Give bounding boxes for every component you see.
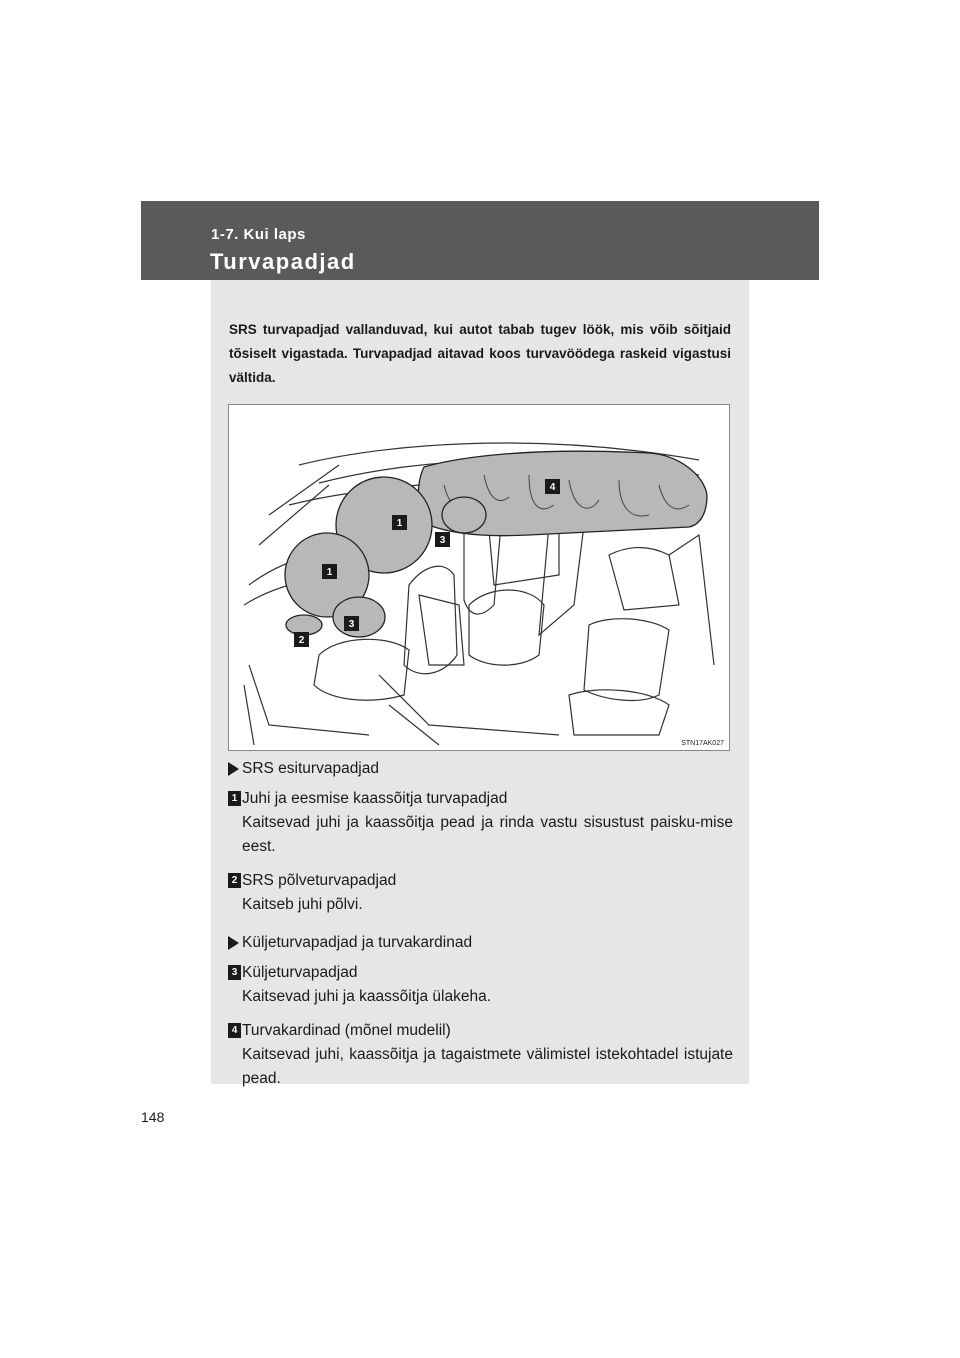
- item-desc: Kaitsevad juhi, kaassõitja ja tagaistmete välimistel istekohtadel istujate pead.: [242, 1046, 733, 1087]
- item-title: SRS põlveturvapadjad: [242, 872, 397, 889]
- item-desc: Kaitsevad juhi ja kaassõitja pead ja rinda vastu sisustust paisku-mise eest.: [242, 814, 733, 855]
- callout-3b: [344, 616, 359, 631]
- badge-4-icon: 4: [228, 1023, 241, 1038]
- page-title: Turvapadjad: [210, 249, 356, 274]
- car-interior-drawing: [229, 405, 729, 750]
- item-title: Küljeturvapadjad: [242, 964, 358, 981]
- callout-1a: [392, 515, 407, 530]
- list-item-3: [228, 961, 733, 1009]
- list-item-1: [228, 787, 733, 859]
- list-heading-front: SRS esiturvapadjad: [228, 757, 733, 781]
- item-desc: Kaitseb juhi põlvi.: [242, 896, 363, 913]
- airbag-illustration: [228, 404, 730, 751]
- triangle-bullet-icon: [228, 762, 239, 776]
- badge-1-icon: 1: [228, 791, 241, 806]
- intro-text: SRS turvapadjad vallanduvad, kui autot tabab tugev löök, mis võib sõitjaid tõsiselt vigastada. Turvapadjad aitavad koos turvavöödega raskeid vigastusi vältida.: [229, 322, 731, 385]
- section-label: 1-7. Kui laps: [211, 226, 306, 243]
- airbag-list: [228, 757, 733, 1101]
- callout-4: [545, 479, 560, 494]
- svg-text:3: 3: [439, 535, 446, 546]
- triangle-bullet-icon: [228, 936, 239, 950]
- badge-3-icon: 3: [228, 965, 241, 980]
- page-number: 148: [141, 1109, 165, 1125]
- image-code: STN17AK027: [681, 740, 724, 747]
- svg-text:3: 3: [348, 619, 355, 630]
- content-panel: [211, 280, 749, 1087]
- badge-2-icon: 2: [228, 873, 241, 888]
- chapter-header: [141, 201, 819, 280]
- svg-text:1: 1: [396, 518, 403, 529]
- list-item-4: [228, 1019, 733, 1091]
- item-desc: Kaitsevad juhi ja kaassõitja ülakeha.: [242, 988, 492, 1005]
- callout-3a: [435, 532, 450, 547]
- callout-2: [294, 632, 309, 647]
- svg-text:4: 4: [549, 482, 556, 493]
- item-title: Juhi ja eesmise kaassõitja turvapadjad: [242, 790, 508, 807]
- list-heading-side: Küljeturvapadjad ja turvakardinad: [228, 931, 733, 955]
- svg-text:1: 1: [326, 567, 333, 578]
- svg-text:2: 2: [298, 635, 305, 646]
- item-title: Turvakardinad (mõnel mudelil): [242, 1022, 451, 1039]
- callout-1b: [322, 564, 337, 579]
- list-item-2: [228, 869, 733, 917]
